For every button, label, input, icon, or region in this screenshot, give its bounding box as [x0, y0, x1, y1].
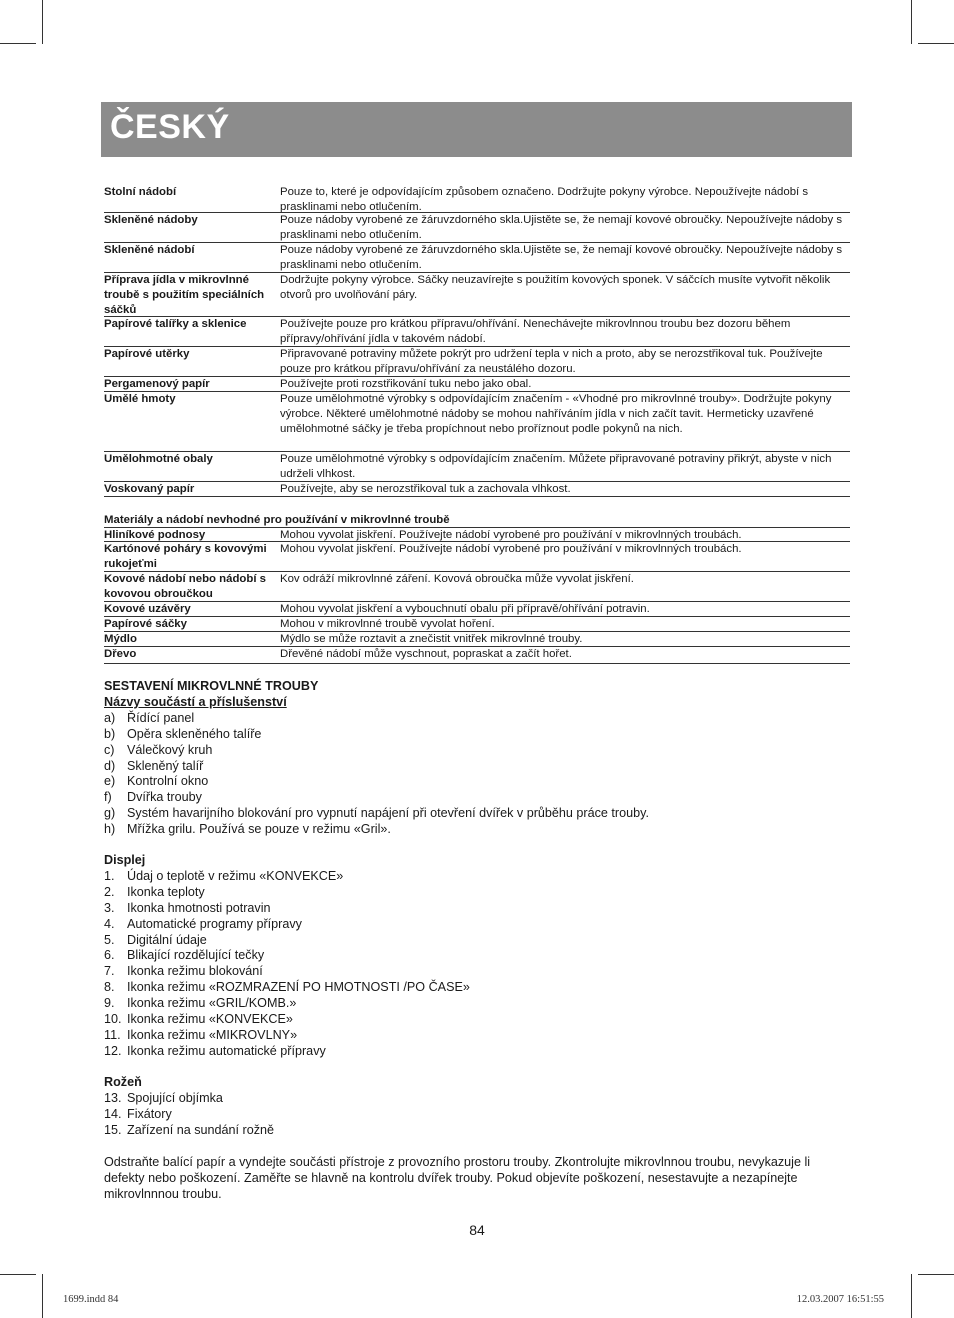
list-item — [104, 759, 854, 775]
material-description: Dodržujte pokyny výrobce. Sáčky neuzavírejte s použitím kovových sponek. V sáčcích musíte vytvořit několik otvorů pro uvolňování páry. — [280, 274, 831, 301]
material-name: Papírové talířky a sklenice — [104, 318, 247, 330]
crop-mark — [0, 43, 36, 44]
list-marker: f) — [104, 790, 112, 805]
list-text: Zařízení na sundání rožně — [127, 1122, 275, 1137]
material-name: Mýdlo — [104, 633, 137, 645]
material-description: Pouze to, které je odpovídajícím způsobem označeno. Dodržujte pokyny výrobce. Nepoužívejte nádobí s prasklinami nebo otlučením. — [280, 186, 809, 213]
list-marker: 15. — [104, 1122, 122, 1137]
list-marker: 10. — [104, 1012, 122, 1027]
table-row — [104, 317, 850, 347]
list-text: Ikonka režimu «ROZMRAZENÍ PO HMOTNOSTI /PO ČASE» — [127, 980, 470, 995]
material-description: Mýdlo se může roztavit a znečistit vnitřek mikrovlnné trouby. — [280, 633, 583, 645]
table-row — [104, 243, 850, 273]
material-description: Pouze nádoby vyrobené ze žáruvzdorného skla.Ujistěte se, že nemají kovové obroučky. Nepoužívejte nádoby s prasklinami nebo otlučením. — [280, 244, 843, 271]
crop-mark — [911, 1274, 912, 1318]
display-list — [104, 869, 854, 1060]
table-row — [104, 273, 850, 317]
material-description: Používejte pouze pro krátkou přípravu/ohřívání. Nenechávejte mikrovlnnou troubu bez dozoru během přípravy/ohřívání jídla v takovém nádobí. — [280, 318, 791, 345]
list-marker: 4. — [104, 916, 115, 931]
list-marker: 3. — [104, 900, 115, 915]
list-item — [104, 1123, 854, 1139]
list-marker: 8. — [104, 980, 115, 995]
material-name: Kovové uzávěry — [104, 603, 191, 615]
material-name: Skleněné nádoby — [104, 214, 198, 226]
list-marker: b) — [104, 726, 116, 741]
unsuitable-section-title: Materiály a nádobí nevhodné pro používání v mikrovlnné troubě — [104, 513, 850, 528]
list-item — [104, 1107, 854, 1123]
material-name: Umělé hmoty — [104, 393, 176, 405]
closing-paragraph: Odstraňte balící papír a vyndejte součásti přístroje z provozního prostoru trouby. Zkontrolujte mikrovlnnou troubu, nevykazuje li defekty nebo poškození. Zaměřte se hlavně na kontrolu dvířek trouby. Pokud objevíte poškození, nesestavujte a nezapínejte mikrovlnnnou troubu. — [104, 1155, 811, 1201]
material-name: Pergamenový papír — [104, 378, 210, 390]
material-description: Mohou vyvolat jiskření a vybouchnutí obalu při přípravě/ohřívání potravin. — [280, 603, 650, 615]
display-section — [104, 853, 854, 1060]
crop-mark — [918, 1274, 954, 1275]
list-marker: 12. — [104, 1043, 122, 1058]
list-marker: 9. — [104, 996, 115, 1011]
list-item — [104, 1012, 854, 1028]
table-row — [104, 602, 850, 617]
list-text: Ikonka režimu blokování — [127, 964, 263, 979]
table-row — [104, 213, 850, 243]
material-description: Mohou vyvolat jiskření. Používejte nádobí vyrobené pro používání v mikrovlnných troubách. — [280, 529, 742, 541]
material-description: Pouze umělohmotné výrobky s odpovídajícím značením - «Vhodné pro mikrovlnné trouby». Dodržujte pokyny výrobce. Některé umělohmotné nádoby se mohou nahříváním jídla v nich začít tavit. Hermeticky uzavřené umělohmotné sáčky je třeba propíchnout nebo proříznout podle pokynů na nich. — [280, 393, 832, 435]
list-item — [104, 917, 854, 933]
list-marker: 7. — [104, 964, 115, 979]
table-row — [104, 572, 850, 602]
list-text: Ikonka režimu automatické přípravy — [127, 1043, 326, 1058]
page-number: 84 — [469, 1222, 485, 1238]
list-text: Ikonka režimu «KONVEKCE» — [127, 1012, 293, 1027]
material-description: Dřevěné nádobí může vyschnout, popraskat a začít hořet. — [280, 648, 572, 660]
crop-mark — [42, 0, 43, 44]
list-text: Ikonka teploty — [127, 884, 205, 899]
table-row — [104, 185, 850, 213]
table-row — [104, 647, 850, 664]
material-description: Mohou vyvolat jiskření. Používejte nádobí vyrobené pro používání v mikrovlnných troubách. — [280, 543, 742, 555]
list-item — [104, 822, 854, 838]
list-text: Ikonka režimu «GRIL/KOMB.» — [127, 996, 297, 1011]
material-description: Pouze nádoby vyrobené ze žáruvzdorného skla.Ujistěte se, že nemají kovové obroučky. Nepoužívejte nádoby s prasklinami nebo otlučením. — [280, 214, 843, 241]
list-text: Ikonka hmotnosti potravin — [127, 900, 271, 915]
material-name: Skleněné nádobí — [104, 244, 195, 256]
table-row — [104, 452, 850, 482]
list-text: Fixátory — [127, 1106, 172, 1121]
parts-list — [104, 711, 854, 838]
list-marker: c) — [104, 742, 115, 757]
list-item — [104, 806, 854, 822]
list-item — [104, 790, 854, 806]
list-marker: d) — [104, 758, 116, 773]
material-description: Pouze umělohmotné výrobky s odpovídajícím značením. Můžete připravované potraviny přikrýt, abyste v nich udrželi vlhkost. — [280, 453, 832, 480]
list-item — [104, 1091, 854, 1107]
list-item — [104, 711, 854, 727]
table-row — [104, 482, 850, 497]
list-item — [104, 933, 854, 949]
list-item — [104, 948, 854, 964]
assembly-section — [104, 679, 854, 838]
list-item — [104, 743, 854, 759]
list-text: Skleněný talíř — [127, 758, 204, 773]
material-name: Hliníkové podnosy — [104, 529, 206, 541]
list-item — [104, 980, 854, 996]
crop-mark — [42, 1274, 43, 1318]
list-text: Opěra skleněného talíře — [127, 726, 262, 741]
list-text: Blikající rozdělující tečky — [127, 948, 265, 963]
material-name: Příprava jídla v mikrovlnné troubě s použitím speciálních sáčků — [104, 274, 265, 316]
list-text: Systém havarijního blokování pro vypnutí napájení při otevření dvířek v průběhu práce trouby. — [127, 806, 650, 821]
list-item — [104, 996, 854, 1012]
table-row — [104, 542, 850, 572]
crop-mark — [918, 43, 954, 44]
list-item — [104, 964, 854, 980]
list-marker: a) — [104, 710, 116, 725]
material-description: Připravované potraviny můžete pokrýt pro udržení tepla v nich a proto, aby se nerozstřikoval tuk. Používejte pouze pro krátkou přípravu/ohřívání za neustálého dozoru. — [280, 348, 823, 375]
material-name: Stolní nádobí — [104, 186, 177, 198]
material-description: Kov odráží mikrovlnné záření. Kovová obroučka může vyvolat jiskření. — [280, 573, 634, 585]
spit-list — [104, 1091, 854, 1139]
list-item — [104, 774, 854, 790]
list-text: Digitální údaje — [127, 932, 207, 947]
table-row — [104, 617, 850, 632]
material-name: Papírové utěrky — [104, 348, 190, 360]
list-item — [104, 885, 854, 901]
list-marker: 5. — [104, 932, 115, 947]
material-name: Dřevo — [104, 648, 137, 660]
list-text: Válečkový kruh — [127, 742, 213, 757]
table-row — [104, 392, 850, 452]
list-item — [104, 1044, 854, 1060]
table-row — [104, 347, 850, 377]
parts-subtitle: Názvy součástí a příslušenství — [104, 694, 287, 709]
list-marker: 2. — [104, 884, 115, 899]
display-title: Displej — [104, 853, 146, 867]
page-title: ČESKÝ — [110, 108, 230, 146]
suitable-materials-table — [104, 185, 850, 497]
spit-title: Rožeň — [104, 1075, 142, 1089]
table-row — [104, 377, 850, 392]
list-text: Dvířka trouby — [127, 790, 202, 805]
table-row — [104, 632, 850, 647]
crop-mark — [911, 0, 912, 44]
list-marker: 6. — [104, 948, 115, 963]
crop-mark — [0, 1274, 36, 1275]
footer-date: 12.03.2007 16:51:55 — [796, 1294, 884, 1305]
list-text: Automatické programy přípravy — [127, 916, 302, 931]
list-marker: 11. — [104, 1027, 121, 1042]
list-text: Kontrolní okno — [127, 774, 209, 789]
material-description: Mohou v mikrovlnné troubě vyvolat hoření. — [280, 618, 495, 630]
spit-section — [104, 1075, 854, 1139]
list-item — [104, 1028, 854, 1044]
assembly-title: SESTAVENÍ MIKROVLNNÉ TROUBY — [104, 679, 319, 693]
material-description: Používejte, aby se nerozstřikoval tuk a zachovala vlhkost. — [280, 483, 571, 495]
list-marker: 1. — [104, 868, 115, 883]
material-name: Voskovaný papír — [104, 483, 195, 495]
table-row — [104, 528, 850, 542]
list-text: Řídící panel — [127, 710, 195, 725]
list-text: Mřížka grilu. Používá se pouze v režimu «Gril». — [127, 822, 391, 837]
list-marker: h) — [104, 822, 116, 837]
list-text: Spojující objímka — [127, 1090, 223, 1105]
list-text: Ikonka režimu «MIKROVLNY» — [127, 1027, 298, 1042]
material-description: Používejte proti rozstřikování tuku nebo jako obal. — [280, 378, 532, 390]
unsuitable-materials-table — [104, 528, 850, 664]
footer-file: 1699.indd 84 — [63, 1294, 119, 1305]
material-name: Kovové nádobí nebo nádobí s kovovou obroučkou — [104, 573, 267, 600]
list-marker: 13. — [104, 1090, 122, 1105]
list-marker: e) — [104, 774, 116, 789]
list-item — [104, 901, 854, 917]
list-item — [104, 727, 854, 743]
list-marker: g) — [104, 806, 116, 821]
material-name: Umělohmotné obaly — [104, 453, 213, 465]
material-name: Kartónové poháry s kovovými rukojeťmi — [104, 543, 267, 570]
list-marker: 14. — [104, 1106, 122, 1121]
list-item — [104, 869, 854, 885]
language-header — [101, 102, 852, 157]
material-name: Papírové sáčky — [104, 618, 187, 630]
list-text: Údaj o teplotě v režimu «KONVEKCE» — [127, 868, 344, 883]
